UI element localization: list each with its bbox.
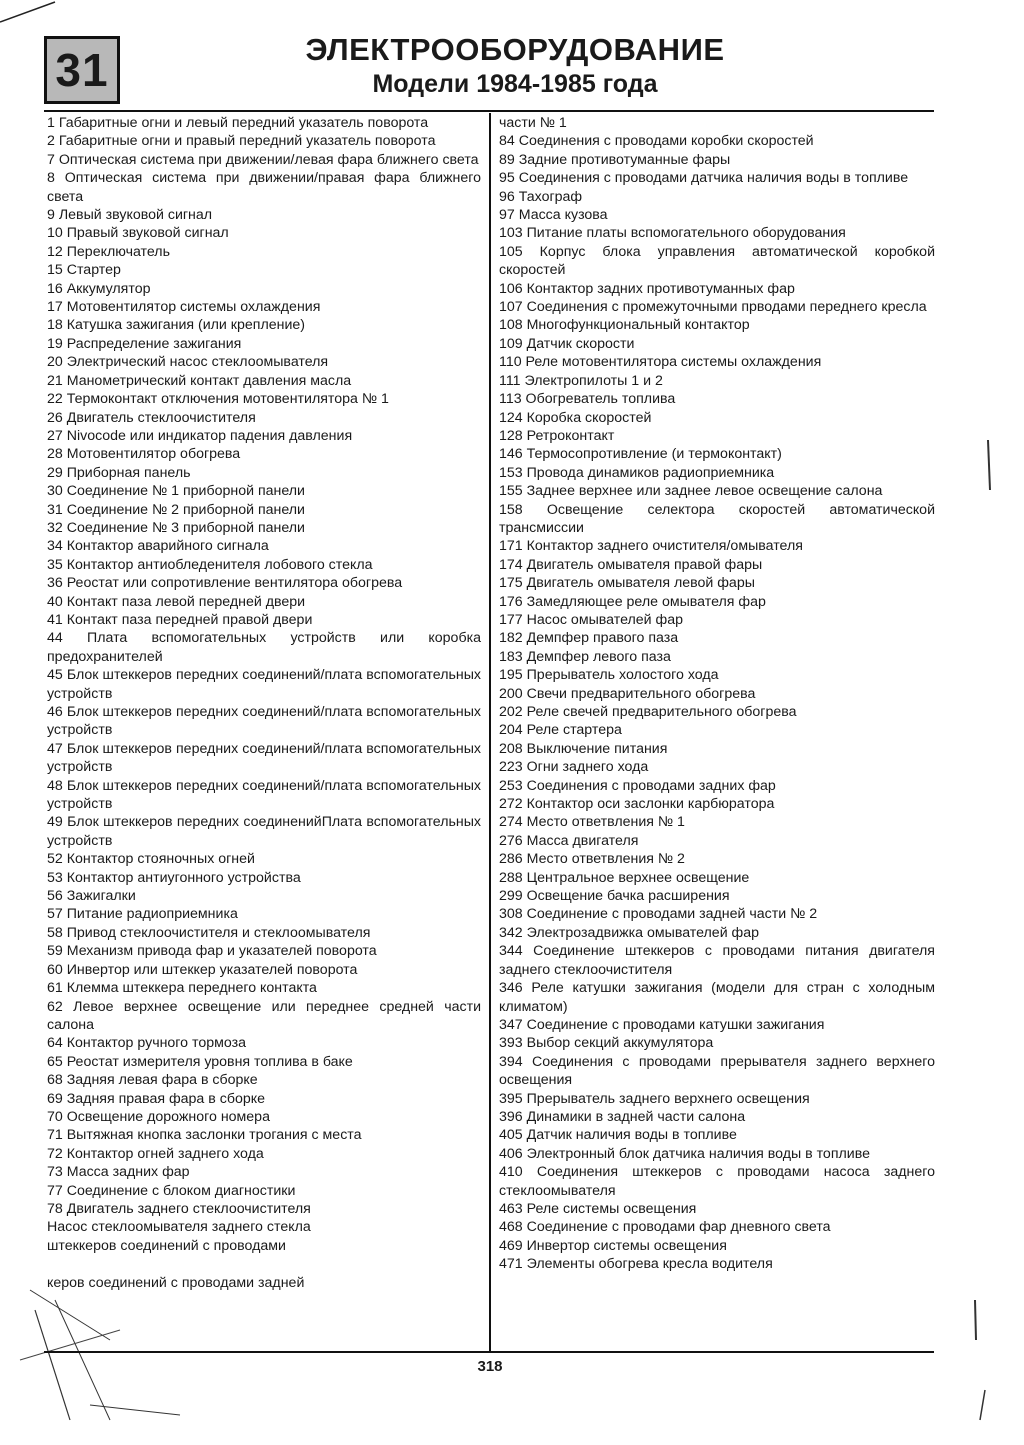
legend-entry: 89 Задние противотуманные фары [499,151,731,168]
legend-entry: 62 Левое верхнее освещение или переднее средней части салона [47,998,481,1033]
legend-entry: 52 Контактор стояночных огней [47,851,255,868]
legend-entry: 195 Прерыватель холостого хода [499,667,719,684]
legend-entry: 21 Манометрический контакт давления масла [47,372,352,389]
legend-entry: Насос стеклоомывателя заднего стекла [47,1219,311,1236]
legend-entry: 155 Заднее верхнее или заднее левое освещение салона [499,483,883,500]
legend-entry: 183 Демпфер левого паза [499,648,671,665]
legend-entry: 276 Масса двигателя [499,832,639,849]
legend-entry: 16 Аккумулятор [47,280,151,297]
legend-entry: 56 Зажигалки [47,888,136,905]
legend-entry: 342 Электрозадвижка омывателей фар [499,924,760,941]
legend-entry: 34 Контактор аварийного сигнала [47,538,269,555]
legend-entry: 347 Соединение с проводами катушки зажигания [499,1016,825,1033]
column-divider [489,113,491,1351]
legend-entry: части № 1 [499,115,567,131]
legend-entry: 182 Демпфер правого паза [499,630,679,647]
legend-entry: 68 Задняя левая фара в сборке [47,1072,258,1089]
legend-entry: 174 Двигатель омывателя правой фары [499,556,763,573]
page-title: ЭЛЕКТРООБОРУДОВАНИЕ [305,32,725,67]
legend-entry: 469 Инвертор системы освещения [499,1237,727,1254]
legend-entry: 8 Оптическая система при движении/правая фара ближнего света [47,170,481,205]
legend-entry: 53 Контактор антиугонного устройства [47,869,301,886]
legend-entry: 78 Двигатель заднего стеклоочистителя [47,1200,311,1217]
legend-entry: 44 Плата вспомогательных устройств или коробка предохранителей [47,630,481,665]
footer-rule [44,1351,934,1353]
legend-entry: 15 Стартер [47,262,121,279]
legend-column-right [499,114,935,1274]
legend-entry: 109 Датчик скорости [499,335,635,352]
legend-entry: 97 Масса кузова [499,207,608,224]
legend-entry: 7 Оптическая система при движении/левая фара ближнего света [47,151,479,168]
legend-entry: 10 Правый звуковой сигнал [47,225,229,242]
legend-entry: 202 Реле свечей предварительного обогрева [499,704,797,720]
legend-entry: 103 Питание платы вспомогательного оборудования [499,225,846,242]
legend-entry: 111 Электропилоты 1 и 2 [499,372,663,389]
legend-entry: 176 Замедляющее реле омывателя фар [499,593,766,610]
legend-entry: 272 Контактор оси заслонки карбюратора [499,796,775,813]
legend-entry: 153 Провода динамиков радиоприемника [499,464,775,481]
legend-entry: 27 Nivocode или индикатор падения давления [47,427,353,444]
legend-entry: 105 Корпус блока управления автоматической коробкой скоростей [499,243,935,279]
legend-entry: 2 Габаритные огни и правый передний указатель поворота [47,133,436,150]
legend-entry: 12 Переключатель [47,243,170,260]
legend-entry: 40 Контакт паза левой передней двери [47,593,306,610]
legend-entry: 35 Контактор антиобледенителя лобового стекла [47,556,373,573]
legend-entry: 65 Реостат измерителя уровня топлива в баке [47,1053,353,1070]
legend-column-left [47,114,481,1292]
legend-entry: 36 Реостат или сопротивление вентилятора обогрева [47,575,403,592]
legend-entry: 223 Огни заднего хода [499,759,649,776]
legend-entry: 57 Питание радиоприемника [47,906,238,923]
legend-entry: 288 Центральное верхнее освещение [499,869,750,886]
legend-entry: 70 Освещение дорожного номера [47,1108,270,1125]
legend-entry: 113 Обогреватель топлива [499,391,676,408]
legend-entry: 19 Распределение зажигания [47,335,242,352]
legend-entry: 73 Масса задних фар [47,1164,190,1181]
legend-entry: 177 Насос омывателей фар [499,611,683,628]
legend-entry: 30 Соединение № 1 приборной панели [47,483,305,500]
legend-entry: 108 Многофункциональный контактор [499,317,750,334]
legend-entry: 146 Термосопротивление (и термоконтакт) [499,446,782,463]
legend-entry: 405 Датчик наличия воды в топливе [499,1127,737,1144]
legend-entry: 204 Реле стартера [499,722,622,739]
legend-entry: 45 Блок штеккеров передних соединений/плата вспомогательных устройств [47,667,481,702]
legend-entry: 20 Электрический насос стеклоомывателя [47,354,329,371]
legend-entry: 71 Вытяжная кнопка заслонки трогания с места [47,1127,362,1144]
legend-entry: 59 Механизм привода фар и указателей поворота [47,943,377,960]
legend-entry: 95 Соединения с проводами датчика наличия воды в топливе [499,170,909,187]
legend-entry: 22 Термоконтакт отключения мотовентилятора № 1 [47,391,389,408]
legend-entry: 48 Блок штеккеров передних соединений/плата вспомогательных устройств [47,777,481,813]
legend-entry: 96 Тахограф [499,188,583,205]
legend-entry: 69 Задняя правая фара в сборке [47,1090,265,1107]
legend-entry: 77 Соединение с блоком диагностики [47,1182,296,1199]
legend-entry: 61 Клемма штеккера переднего контакта [47,980,317,997]
legend-entry: 308 Соединение с проводами задней части № 2 [499,906,818,923]
legend-entry: 18 Катушка зажигания (или крепление) [47,317,306,334]
legend-entry: 58 Привод стеклоочистителя и стеклоомывателя [47,924,371,941]
legend-entry: 32 Соединение № 3 приборной панели [47,519,305,536]
legend-entry: 41 Контакт паза передней правой двери [47,611,313,628]
legend-entry: 396 Динамики в задней части салона [499,1108,746,1125]
legend-entry: 28 Мотовентилятор обогрева [47,446,241,463]
legend-entry: 406 Электронный блок датчика наличия воды в топливе [499,1145,870,1162]
legend-entry: 17 Мотовентилятор системы охлаждения [47,299,321,316]
legend-entry: 395 Прерыватель заднего верхнего освещения [499,1090,810,1107]
page-subtitle: Модели 1984-1985 года [372,70,658,98]
legend-entry: 171 Контактор заднего очистителя/омывателя [499,538,803,555]
legend-entry: 463 Реле системы освещения [499,1200,697,1217]
legend-entry: штеккеров соединений с проводами [47,1237,286,1254]
legend-entry: 26 Двигатель стеклоочистителя [47,409,256,426]
legend-entry: 346 Реле катушки зажигания (модели для стран с холодным климатом) [499,980,935,1015]
legend-entry: 253 Соединения с проводами задних фар [499,777,776,794]
legend-entry: 1 Габаритные огни и левый передний указатель поворота [47,115,429,131]
legend-entry: 49 Блок штеккеров передних соединенийПлата вспомогательных устройств [47,814,481,849]
legend-entry: 47 Блок штеккеров передних соединений/плата вспомогательных устройств [47,740,481,776]
legend-entry: 9 Левый звуковой сигнал [47,207,213,224]
legend-entry: 107 Соединения с промежуточными прводами переднего кресла [499,299,927,316]
legend-entry: 46 Блок штеккеров передних соединений/плата вспомогательных устройств [47,704,481,739]
legend-entry: 274 Место ответвления № 1 [499,814,685,831]
legend-entry: 72 Контактор огней заднего хода [47,1145,264,1162]
legend-entry: 128 Ретроконтакт [499,427,615,444]
legend-entry: 175 Двигатель омывателя левой фары [499,575,755,592]
legend-entry: 471 Элементы обогрева кресла водителя [499,1256,773,1273]
legend-entry: 64 Контактор ручного тормоза [47,1035,247,1052]
legend-entry: 124 Коробка скоростей [499,409,652,426]
legend-entry: 410 Соединения штеккеров с проводами насоса заднего стеклоомывателя [499,1164,935,1199]
legend-entry: 286 Место ответвления № 2 [499,851,685,868]
header-rule [44,110,934,112]
legend-entry [47,1255,481,1273]
legend-entry: 31 Соединение № 2 приборной панели [47,501,305,518]
legend-entry: 299 Освещение бачка расширения [499,888,730,905]
legend-entry: 106 Контактор задних противотуманных фар [499,280,795,297]
chapter-number-badge: 31 [44,36,120,104]
legend-entry: 344 Соединение штеккеров с проводами питания двигателя заднего стеклоочистителя [499,943,935,978]
page-number: 318 [477,1358,503,1375]
legend-entry: 60 Инвертор или штеккер указателей поворота [47,961,358,978]
legend-entry: 158 Освещение селектора скоростей автоматической трансмиссии [499,501,935,536]
legend-entry: 110 Реле мотовентилятора системы охлаждения [499,354,822,371]
legend-entry: 393 Выбор секций аккумулятора [499,1035,714,1052]
legend-entry: 200 Свечи предварительного обогрева [499,685,756,702]
legend-entry: 84 Соединения с проводами коробки скоростей [499,133,814,150]
legend-entry: керов соединений с проводами задней [47,1274,305,1291]
legend-entry: 29 Приборная панель [47,464,191,481]
legend-entry: 208 Выключение питания [499,740,668,757]
legend-entry: 468 Соединение с проводами фар дневного света [499,1219,831,1236]
legend-entry: 394 Соединения с проводами прерывателя заднего верхнего освещения [499,1053,935,1089]
